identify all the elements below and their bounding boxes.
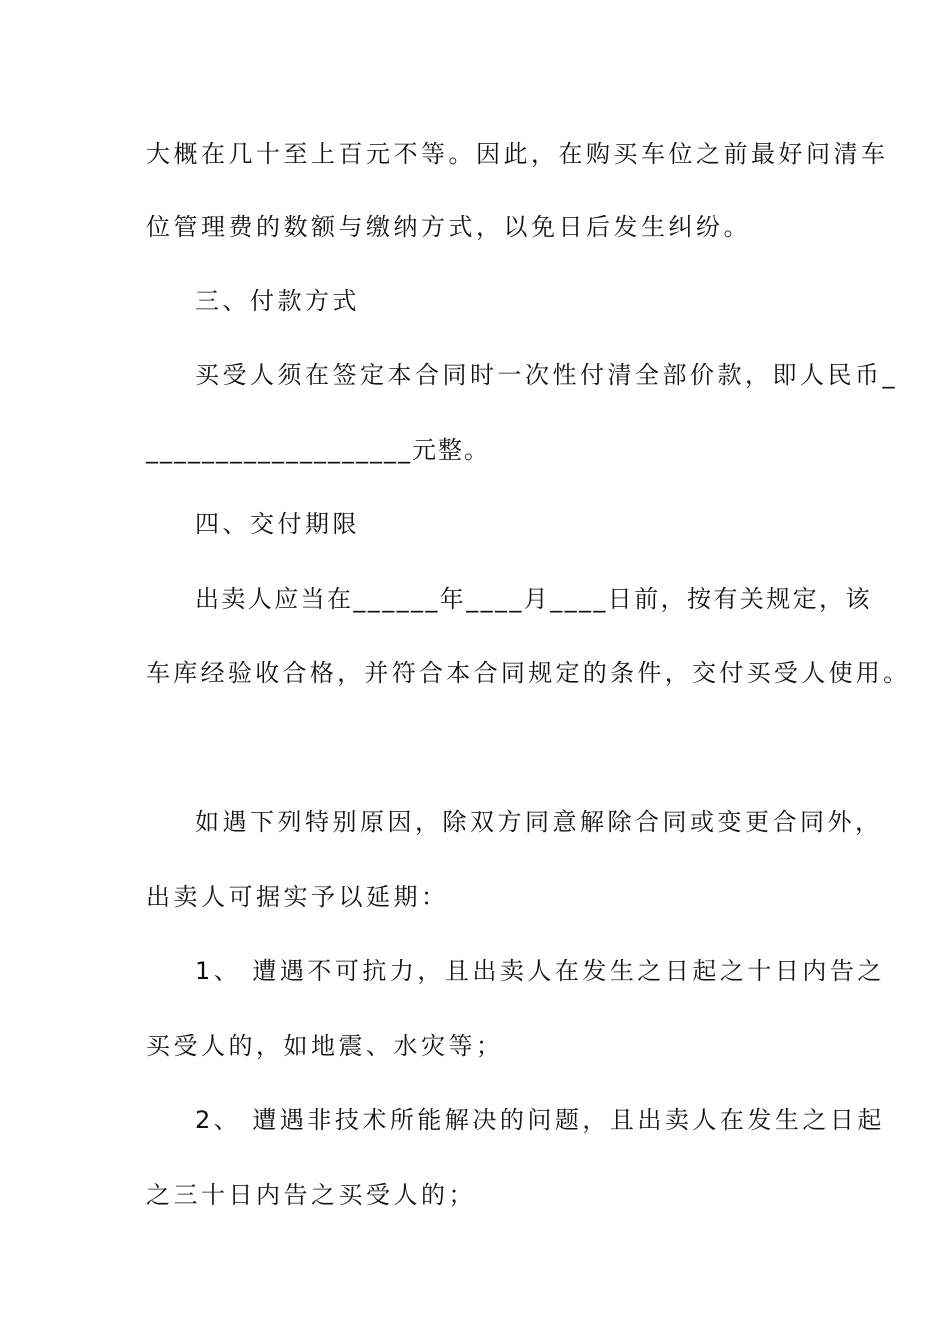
paragraph-line: 如遇下列特别原因，除双方同意解除合同或变更合同外， [195,808,883,836]
paragraph-line: 车库经验收合格，并符合本合同规定的条件，交付买受人使用。 [146,659,911,687]
list-item-2: 2、 遭遇非技术所能解决的问题，且出卖人在发生之日起 [195,1106,885,1134]
paragraph-line: 大概在几十至上百元不等。因此，在购买车位之前最好问清车 [146,140,889,168]
paragraph-line: 买受人须在签定本合同时一次性付清全部价款，即人民币_ [195,361,898,389]
section-heading-payment: 三、付款方式 [195,287,360,315]
paragraph-line: 买受人的，如地震、水灾等； [146,1032,504,1060]
paragraph-line: ___________________元整。 [146,436,490,464]
paragraph-line: 位管理费的数额与缴纳方式，以免日后发生纠纷。 [146,213,751,241]
section-heading-delivery: 四、交付期限 [195,510,360,538]
paragraph-line: 出卖人应当在______年____月____日前，按有关规定，该 [195,585,872,613]
paragraph-line: 之三十日内告之买受人的； [146,1181,476,1209]
list-item-1: 1、 遭遇不可抗力，且出卖人在发生之日起之十日内告之 [195,957,885,985]
paragraph-line: 出卖人可据实予以延期： [146,883,449,911]
